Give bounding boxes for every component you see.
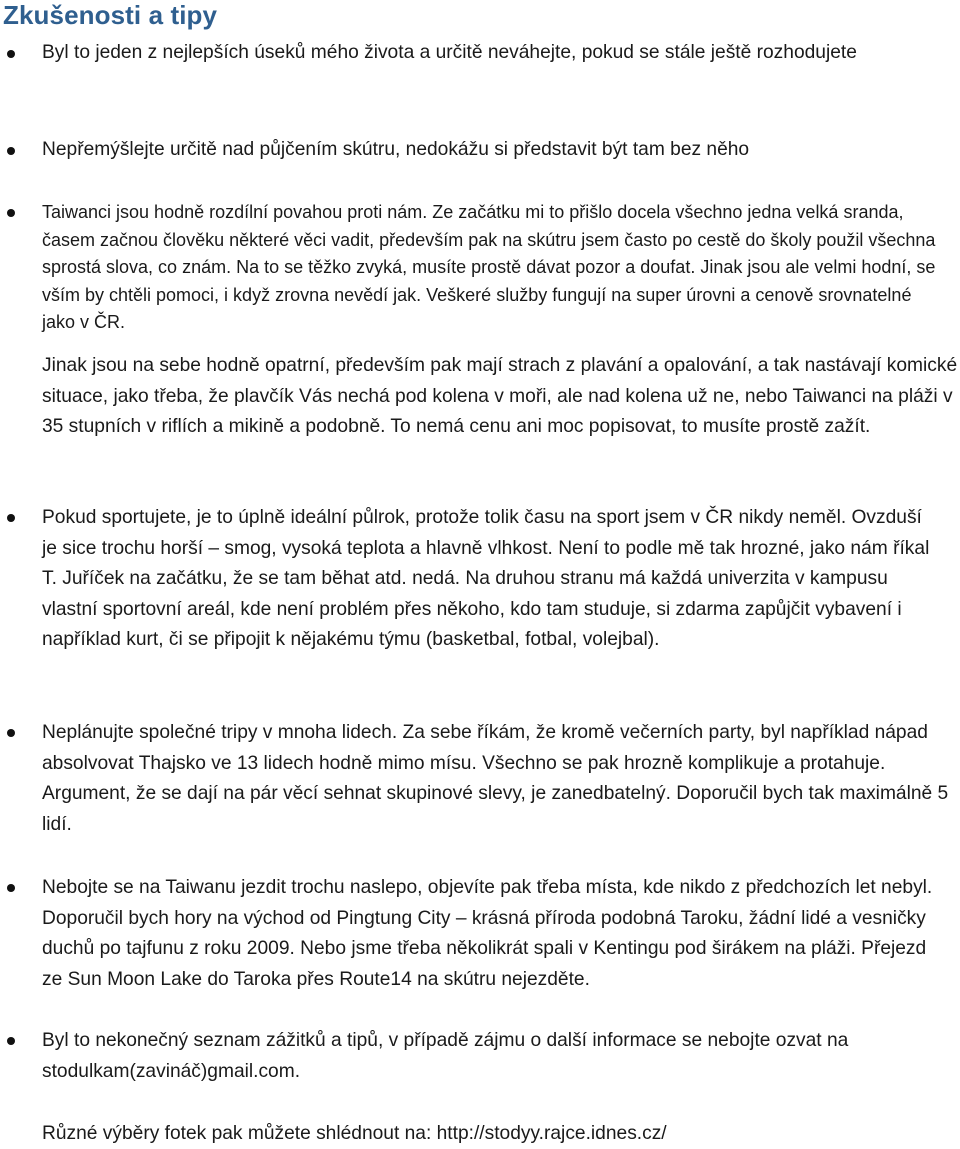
bullet-icon: [7, 514, 15, 522]
list-item: Byl to jeden z nejlepších úseků mého života a určitě neváhejte, pokud se stále ještě rozhodujete: [42, 42, 857, 63]
list-item: Byl to nekonečný seznam zážitků a tipů, v případě zájmu o další informace se nebojte ozvat na stodulkam(zavináč)gmail.com.: [42, 1030, 849, 1082]
photo-gallery-link-text: Různé výběry fotek pak můžete shlédnout na: http://stodyy.rajce.idnes.cz/: [42, 1123, 667, 1144]
list-item-continuation: Jinak jsou na sebe hodně opatrní, především pak mají strach z plavání a opalování, a tak nastávají komické situace, jako třeba, že plavčík Vás nechá pod kolena v moři, ale nad kolena už ne, nebo Taiwanci na pláži v 35 stupních v riflích a mikině a podobně. To nemá cenu ani moc popisovat, to musíte prostě zažít.: [42, 355, 958, 437]
bullet-icon: [7, 50, 15, 58]
list-item: Nepřemýšlejte určitě nad půjčením skútru, nedokážu si představit být tam bez něho: [42, 139, 750, 160]
list-item: Pokud sportujete, je to úplně ideální půlrok, protože tolik času na sport jsem v ČR nikdy neměl. Ovzduší je sice trochu horší – smog, vysoká teplota a hlavně vlhkost. Není to podle mě tak hrozné, jako nám říkal T. Juříček na začátku, že se tam běhat atd. nedá. Na druhou stranu má každá univerzita v kampusu vlastní sportovní areál, kde není problém přes někoho, kdo tam studuje, si zdarma zapůjčit vybavení i například kurt, či se připojit k nějakému týmu (basketbal, fotbal, volejbal).: [42, 507, 930, 650]
list-item: Taiwanci jsou hodně rozdílní povahou proti nám. Ze začátku mi to přišlo docela všechno jedna velká sranda, časem začnou člověku některé věci vadit, především pak na skútru jsem často po cestě do školy použil všechna sprostá slova, co znám. Na to se těžko zvyká, musíte prostě dávat pozor a doufat. Jinak jsou ale velmi hodní, se vším by chtěli pomoci, i když zrovna nevědí jak. Veškeré služby fungují na super úrovni a cenově srovnatelné jako v ČR.: [42, 202, 936, 332]
bullet-icon: [7, 147, 15, 155]
bullet-icon: [7, 209, 15, 217]
bullet-icon: [7, 729, 15, 737]
list-item: Neplánujte společné tripy v mnoha lidech. Za sebe říkám, že kromě večerních party, byl například nápad absolvovat Thajsko ve 13 lidech hodně mimo mísu. Všechno se pak hrozně komplikuje a protahuje. Argument, že se dají na pár věcí sehnat skupinové slevy, je zanedbatelný. Doporučil bych tak maximálně 5 lidí.: [42, 722, 949, 835]
list-item: Nebojte se na Taiwanu jezdit trochu naslepo, objevíte pak třeba místa, kde nikdo z předchozích let nebyl. Doporučil bych hory na východ od Pingtung City – krásná příroda podobná Taroku, žádní lidé a vesničky duchů po tajfunu z roku 2009. Nebo jsme třeba několikrát spali v Kentingu pod širákem na pláži. Přejezd ze Sun Moon Lake do Taroka přes Route14 na skútru nejezděte.: [42, 877, 933, 990]
bullet-icon: [7, 884, 15, 892]
bullet-icon: [7, 1037, 15, 1045]
page-title: Zkušenosti a tipy: [3, 0, 218, 30]
